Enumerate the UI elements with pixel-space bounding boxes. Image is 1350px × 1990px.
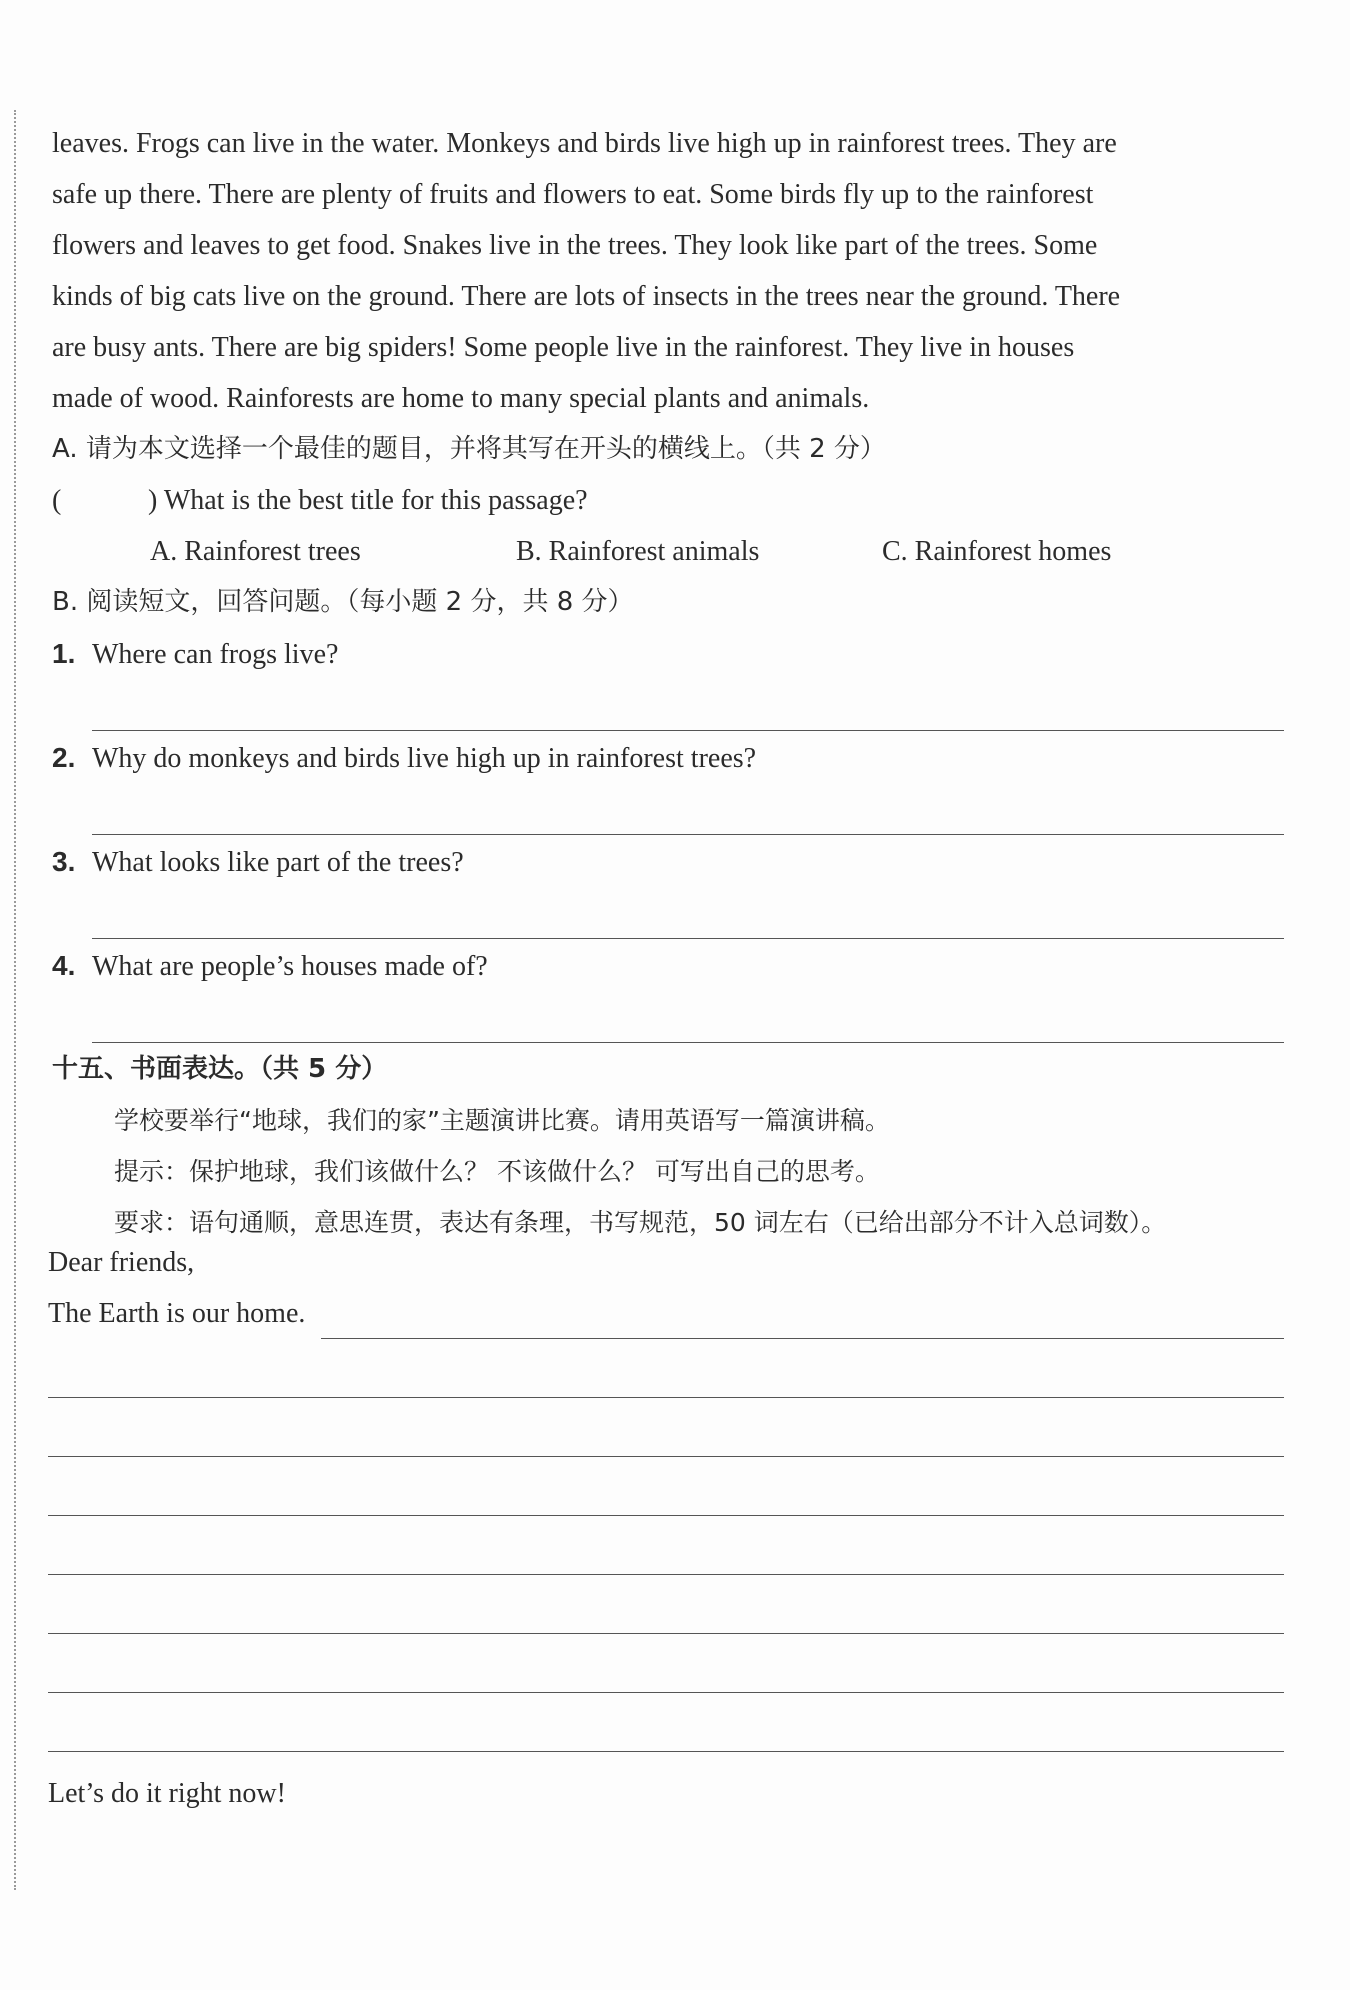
question-item — [52, 940, 1284, 992]
passage-line: kinds of big cats live on the ground. There are lots of insects in the trees near the ground. There — [52, 281, 1121, 312]
answer-line[interactable] — [92, 680, 1284, 731]
question-number: 1. — [52, 638, 76, 669]
answer-bracket[interactable]: ( — [52, 485, 62, 516]
opening-line — [48, 1288, 1284, 1339]
question-item — [52, 836, 1284, 888]
section-15-hint: 提示：保护地球，我们该做什么？ 不该做什么？ 可写出自己的思考。 — [114, 1157, 880, 1186]
writing-line[interactable] — [48, 1516, 1284, 1575]
question-text: Why do monkeys and birds live high up in rainforest trees? — [92, 743, 757, 774]
question-item — [52, 628, 1284, 680]
passage-line: are busy ants. There are big spiders! Some people live in the rainforest. They live in houses — [52, 332, 1075, 363]
writing-line[interactable] — [48, 1693, 1284, 1752]
question-item — [52, 732, 1284, 784]
question-number: 4. — [52, 950, 76, 981]
part-b-question-block — [52, 732, 1284, 835]
section-15-instruction: 学校要举行“地球，我们的家”主题演讲比赛。请用英语写一篇演讲稿。 — [114, 1106, 890, 1135]
part-a-instruction: A. 请为本文选择一个最佳的题目，并将其写在开头的横线上。（共 2 分） — [52, 434, 886, 464]
passage-line: safe up there. There are plenty of fruits and flowers to eat. Some birds fly up to the rainforest — [52, 179, 1094, 210]
passage-line: leaves. Frogs can live in the water. Monkeys and birds live high up in rainforest trees. They are — [52, 128, 1117, 159]
writing-line[interactable] — [48, 1575, 1284, 1634]
writing-line[interactable] — [321, 1304, 1284, 1339]
question-text: Where can frogs live? — [92, 639, 339, 670]
answer-line[interactable] — [92, 784, 1284, 835]
option-c: C. Rainforest homes — [882, 536, 1112, 567]
letter-greeting: Dear friends, — [48, 1247, 195, 1278]
passage-line: flowers and leaves to get food. Snakes live in the trees. They look like part of the trees. Some — [52, 230, 1098, 261]
binding-dotted-line — [14, 110, 16, 1890]
question-text: What looks like part of the trees? — [92, 847, 464, 878]
main-content — [52, 118, 1284, 1248]
section-15-requirement: 要求：语句通顺，意思连贯，表达有条理，书写规范，50 词左右（已给出部分不计入总词数）。 — [114, 1208, 1167, 1237]
writing-line[interactable] — [48, 1398, 1284, 1457]
writing-line[interactable] — [48, 1457, 1284, 1516]
part-a-options — [52, 526, 1284, 577]
part-b-question-block — [52, 628, 1284, 731]
question-number: 2. — [52, 742, 76, 773]
question-text: What are people’s houses made of? — [92, 951, 488, 982]
answer-line[interactable] — [92, 888, 1284, 939]
part-b-instruction: B. 阅读短文，回答问题。（每小题 2 分，共 8 分） — [52, 587, 634, 617]
section-15-title: 十五、书面表达。（共 5 分） — [52, 1054, 388, 1084]
writing-area — [48, 1237, 1284, 1819]
part-a-question-text: ) What is the best title for this passage? — [148, 485, 588, 516]
part-a-question — [52, 475, 1284, 526]
closing-sentence: Let’s do it right now! — [48, 1778, 286, 1809]
writing-line[interactable] — [48, 1634, 1284, 1693]
writing-line[interactable] — [48, 1339, 1284, 1398]
part-b-question-block — [52, 836, 1284, 939]
part-b-question-block — [52, 940, 1284, 1043]
question-number: 3. — [52, 846, 76, 877]
reading-passage — [52, 118, 1284, 424]
option-a: A. Rainforest trees — [150, 536, 361, 567]
opening-sentence: The Earth is our home. — [48, 1298, 306, 1329]
passage-line: made of wood. Rainforests are home to many special plants and animals. — [52, 383, 870, 414]
option-b: B. Rainforest animals — [516, 536, 760, 567]
answer-line[interactable] — [92, 992, 1284, 1043]
